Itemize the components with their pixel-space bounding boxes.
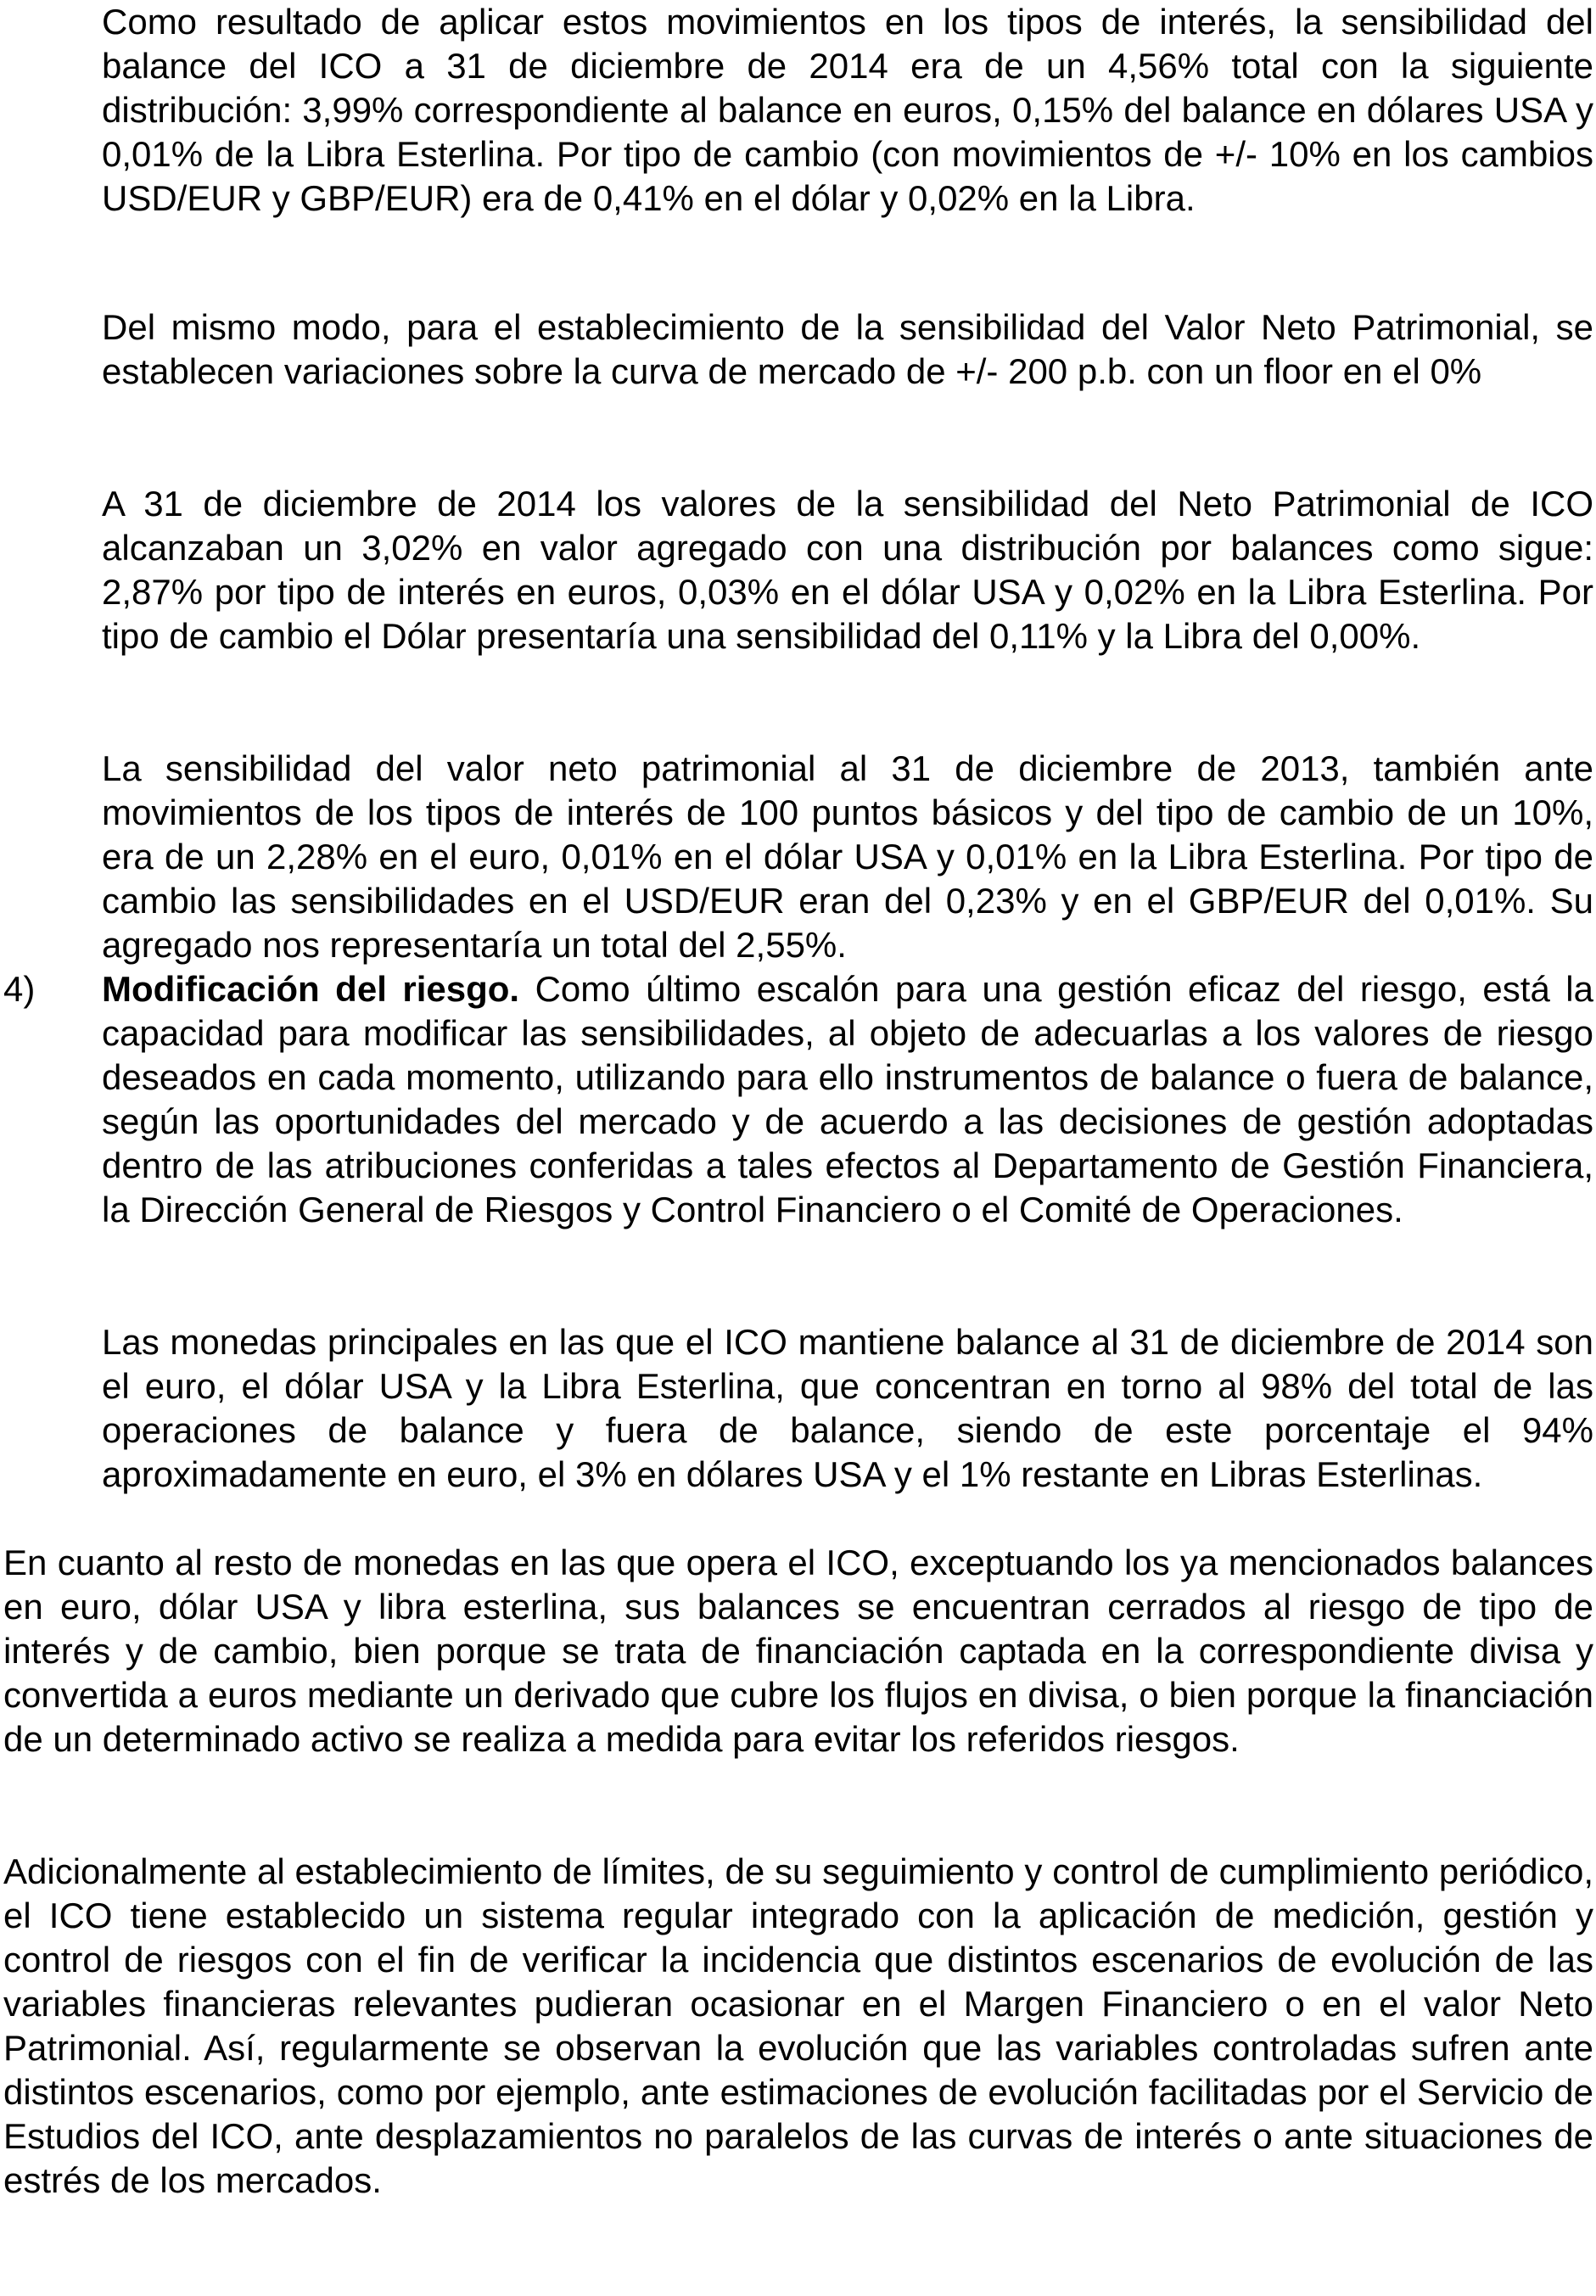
paragraph-net-worth-method	[102, 305, 1593, 394]
paragraph-text: La sensibilidad del valor neto patrimonial al 31 de diciembre de 2013, también ante movimientos de los tipos de interés de 100 puntos básicos y del tipo de cambio de un 10%, era de un 2,28% en el euro, 0,01% en el dólar USA y 0,01% en la Libra Esterlina. Por tipo de cambio las sensibilidades en el USD/EUR eran del 0,23% y en el GBP/EUR del 0,01%. Su agregado nos representaría un total del 2,55%.	[102, 748, 1593, 965]
paragraph-risk-system	[3, 1850, 1593, 2203]
paragraph-other-currencies	[3, 1541, 1593, 1761]
list-item-risk-modification	[3, 967, 1593, 1232]
paragraph-net-worth-2014	[102, 482, 1593, 658]
paragraph-text: Como resultado de aplicar estos movimientos en los tipos de interés, la sensibilidad del balance del ICO a 31 de diciembre de 2014 era de un 4,56% total con la siguiente distribución: 3,99% correspondiente al balance en euros, 0,15% del balance en dólares USA y 0,01% de la Libra Esterlina. Por tipo de cambio (con movimientos de +/- 10% en los cambios USD/EUR y GBP/EUR) era de 0,41% en el dólar y 0,02% en la Libra.	[102, 2, 1593, 218]
paragraph-text: En cuanto al resto de monedas en las que opera el ICO, exceptuando los ya mencionados balances en euro, dólar USA y libra esterlina, sus balances se encuentran cerrados al riesgo de tipo de interés y de cambio, bien porque se trata de financiación captada en la correspondiente divisa y convertida a euros mediante un derivado que cubre los flujos en divisa, o bien porque la financiación de un determinado activo se realiza a medida para evitar los referidos riesgos.	[3, 1543, 1593, 1759]
paragraph-net-worth-2013	[102, 747, 1593, 967]
paragraph-main-currencies	[102, 1320, 1593, 1497]
paragraph-text: Adicionalmente al establecimiento de límites, de su seguimiento y control de cumplimiento periódico, el ICO tiene establecido un sistema regular integrado con la aplicación de medición, gestión y control de riesgos con el fin de verificar la incidencia que distintos escenarios de evolución de las variables financieras relevantes pudieran ocasionar en el Margen Financiero o en el valor Neto Patrimonial. Así, regularmente se observan la evolución que las variables controladas sufren ante distintos escenarios, como por ejemplo, ante estimaciones de evolución facilitadas por el Servicio de Estudios del ICO, ante desplazamientos no paralelos de las curvas de interés o ante situaciones de estrés de los mercados.	[3, 1851, 1593, 2200]
list-item-heading: Modificación del riesgo.	[102, 969, 520, 1009]
paragraph-text: A 31 de diciembre de 2014 los valores de la sensibilidad del Neto Patrimonial de ICO alcanzaban un 3,02% en valor agregado con una distribución por balances como sigue: 2,87% por tipo de interés en euros, 0,03% en el dólar USA y 0,02% en la Libra Esterlina. Por tipo de cambio el Dólar presentaría una sensibilidad del 0,11% y la Libra del 0,00%.	[102, 484, 1593, 656]
paragraph-text: Del mismo modo, para el establecimiento de la sensibilidad del Valor Neto Patrimonial, se establecen variaciones sobre la curva de mercado de +/- 200 p.b. con un floor en el 0%	[102, 307, 1593, 391]
list-item-body	[102, 967, 1593, 1232]
list-item-number: 4)	[3, 969, 36, 1009]
paragraph-balance-sensitivity	[102, 0, 1593, 221]
paragraph-text: Las monedas principales en las que el ICO mantiene balance al 31 de diciembre de 2014 son el euro, el dólar USA y la Libra Esterlina, que concentran en torno al 98% del total de las operaciones de balance y fuera de balance, siendo de este porcentaje el 94% aproximadamente en euro, el 3% en dólares USA y el 1% restante en Libras Esterlinas.	[102, 1322, 1593, 1494]
list-item-text: Como último escalón para una gestión eficaz del riesgo, está la capacidad para modificar las sensibilidades, al objeto de adecuarlas a los valores de riesgo deseados en cada momento, utilizando para ello instrumentos de balance o fuera de balance, según las oportunidades del mercado y de acuerdo a las decisiones de gestión adoptadas dentro de las atribuciones conferidas a tales efectos al Departamento de Gestión Financiera, la Dirección General de Riesgos y Control Financiero o el Comité de Operaciones.	[102, 969, 1593, 1229]
